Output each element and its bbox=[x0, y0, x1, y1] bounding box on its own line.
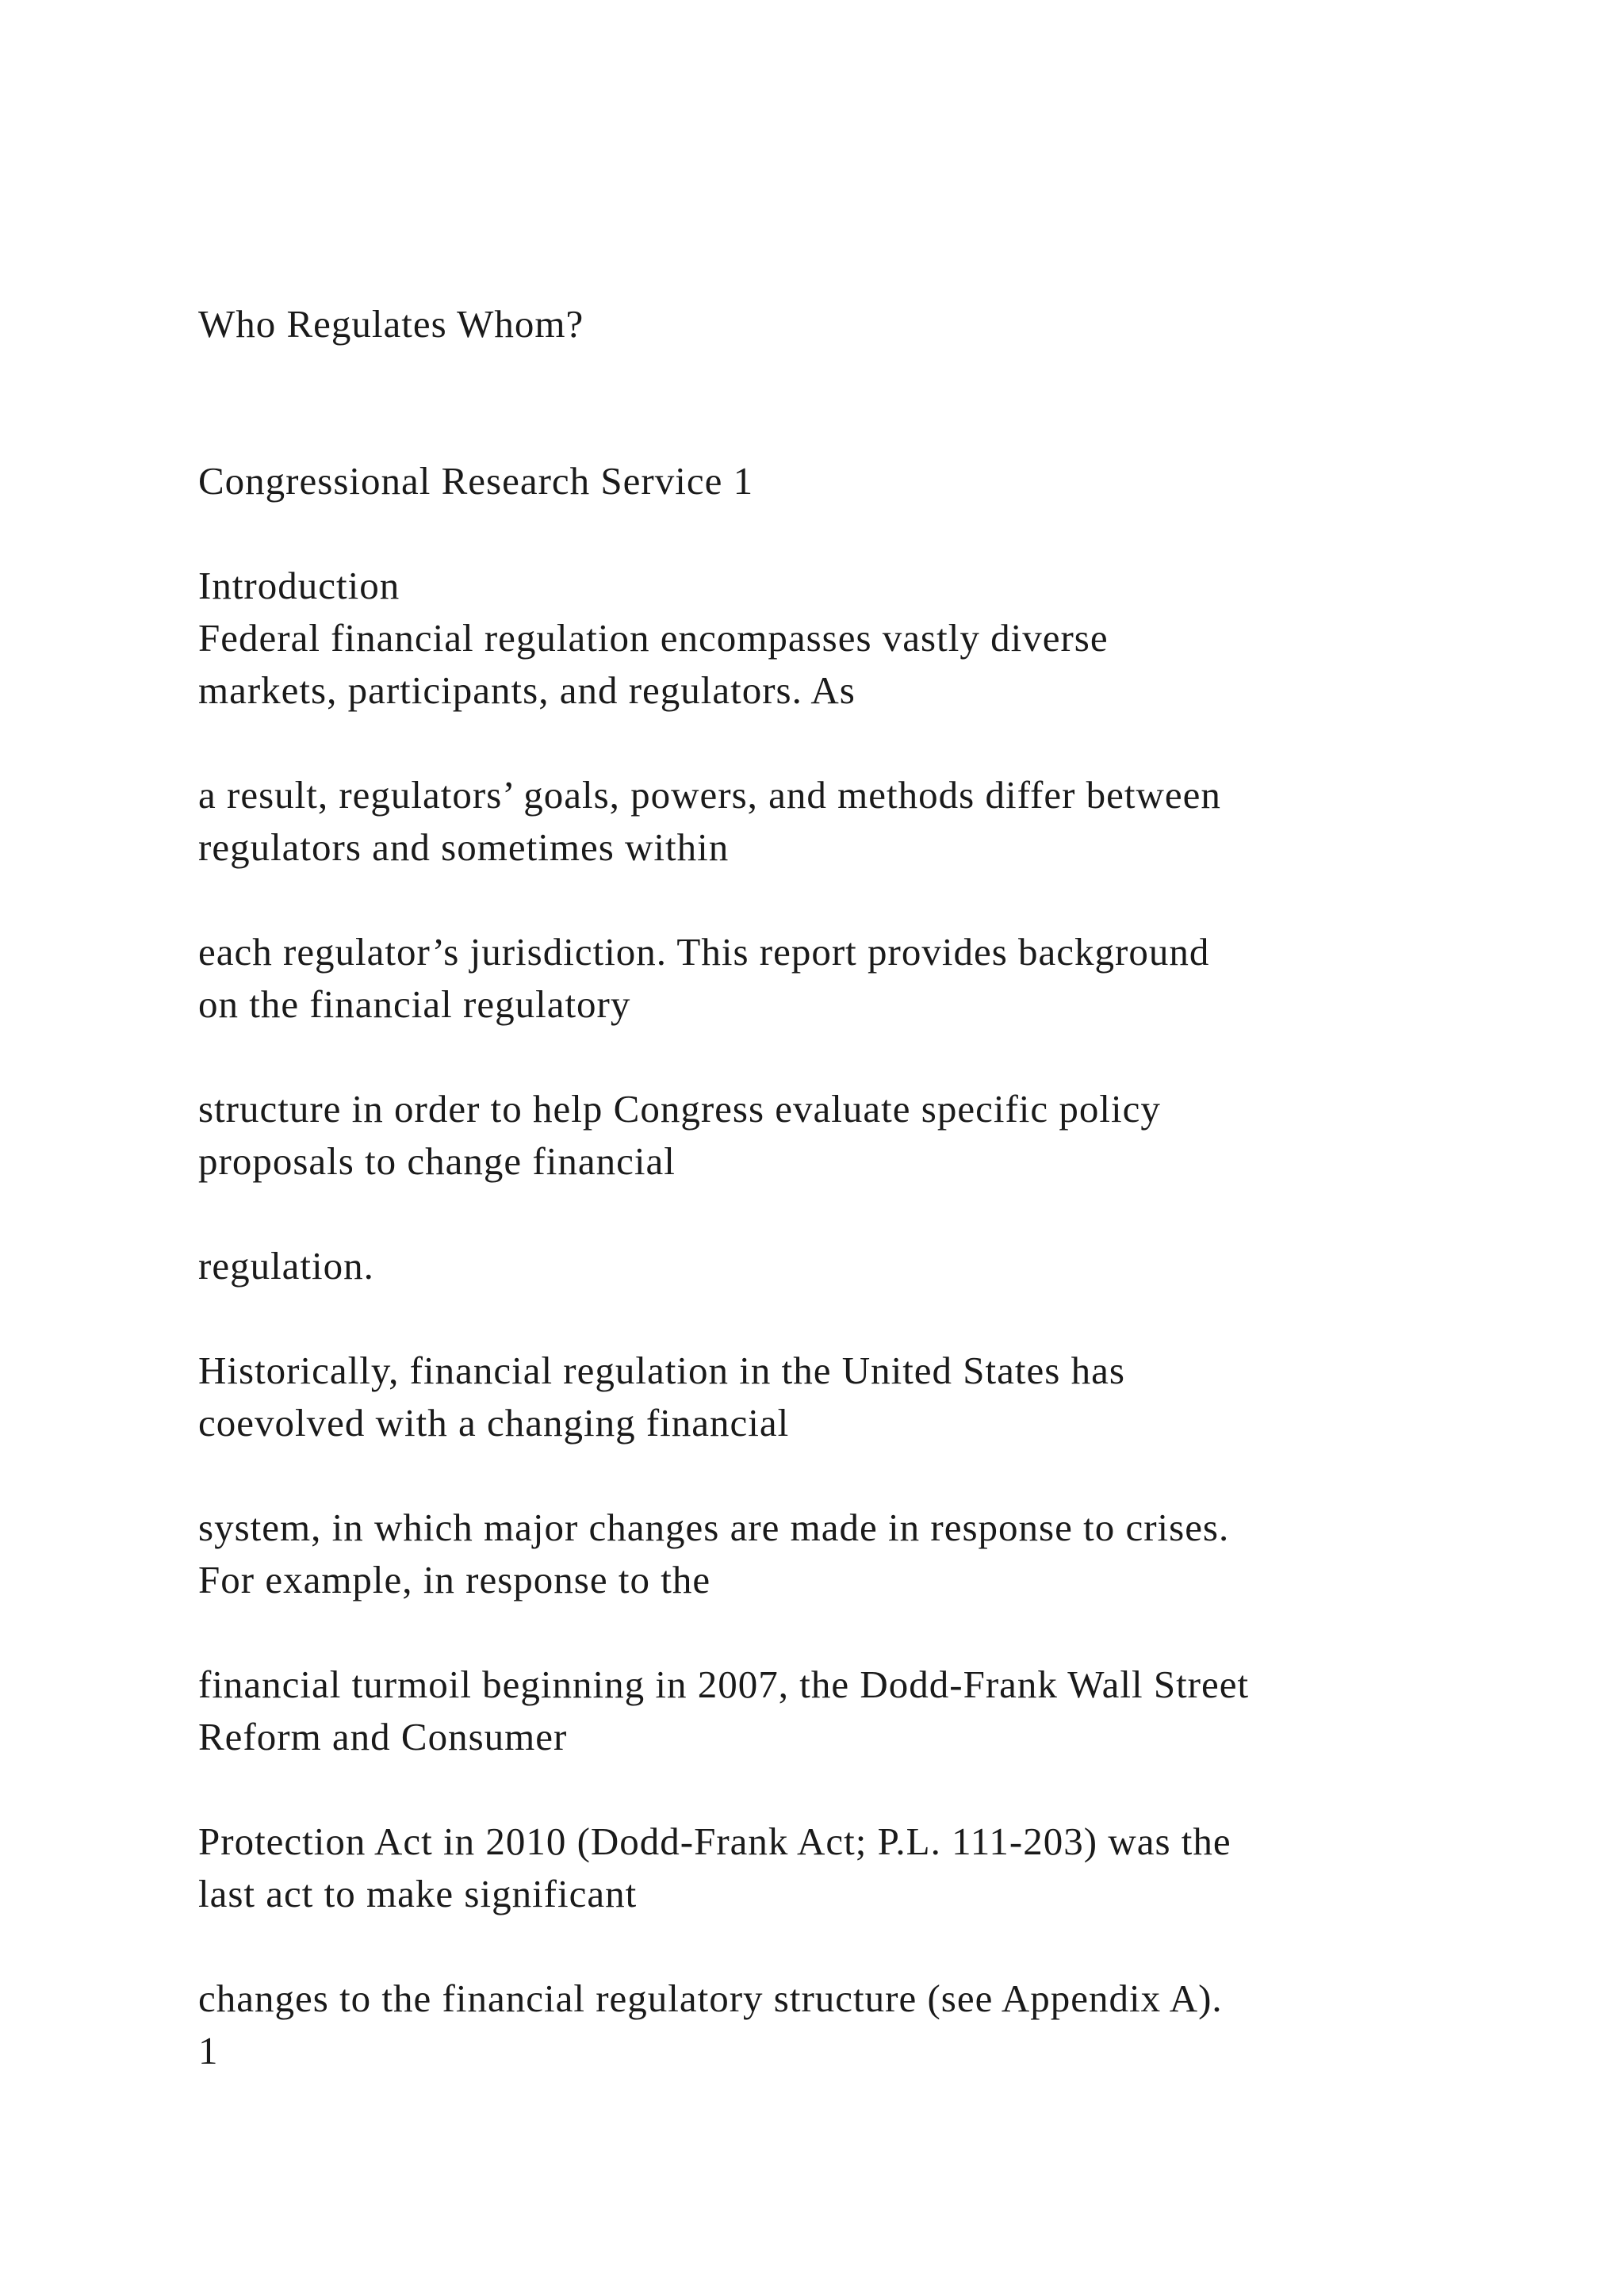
paragraph-line: structure in order to help Congress evaluate specific policy bbox=[198, 1087, 1161, 1131]
paragraph-line: coevolved with a changing financial bbox=[198, 1401, 790, 1445]
paragraph-line: Protection Act in 2010 (Dodd-Frank Act; P.L. 111-203) was the bbox=[198, 1820, 1231, 1863]
paragraph-line: each regulator’s jurisdiction. This report provides background bbox=[198, 930, 1210, 974]
document-body bbox=[198, 298, 1467, 2077]
spacer bbox=[198, 1292, 1467, 1345]
paragraph-line: regulators and sometimes within bbox=[198, 825, 730, 869]
paragraph-line: For example, in response to the bbox=[198, 1558, 711, 1601]
spacer bbox=[198, 874, 1467, 926]
section-heading: Introduction bbox=[198, 564, 400, 607]
spacer bbox=[198, 1763, 1467, 1816]
paragraph-line: Federal financial regulation encompasses vastly diverse bbox=[198, 616, 1109, 660]
spacer bbox=[198, 350, 1467, 455]
paragraph-line: markets, participants, and regulators. As bbox=[198, 668, 856, 712]
paragraph-line: last act to make significant bbox=[198, 1872, 638, 1915]
paragraph-line: a result, regulators’ goals, powers, and methods differ between bbox=[198, 773, 1221, 817]
paragraph-line: Reform and Consumer bbox=[198, 1715, 568, 1758]
spacer bbox=[198, 507, 1467, 560]
footnote-marker: 1 bbox=[198, 2029, 219, 2072]
spacer bbox=[198, 1449, 1467, 1502]
paragraph-line: Historically, financial regulation in the United States has bbox=[198, 1349, 1125, 1392]
paragraph-line: on the financial regulatory bbox=[198, 982, 631, 1026]
spacer bbox=[198, 1188, 1467, 1240]
paragraph-line: proposals to change financial bbox=[198, 1139, 676, 1183]
paragraph-line: system, in which major changes are made in response to crises. bbox=[198, 1506, 1230, 1549]
spacer bbox=[198, 717, 1467, 769]
spacer bbox=[198, 1031, 1467, 1083]
paragraph-line: financial turmoil beginning in 2007, the Dodd-Frank Wall Street bbox=[198, 1663, 1250, 1706]
running-header: Congressional Research Service 1 bbox=[198, 459, 754, 503]
document-title: Who Regulates Whom? bbox=[198, 302, 584, 346]
paragraph-line: regulation. bbox=[198, 1244, 374, 1288]
spacer bbox=[198, 1920, 1467, 1973]
spacer bbox=[198, 1606, 1467, 1659]
paragraph-line: changes to the financial regulatory structure (see Appendix A). bbox=[198, 1976, 1223, 2020]
